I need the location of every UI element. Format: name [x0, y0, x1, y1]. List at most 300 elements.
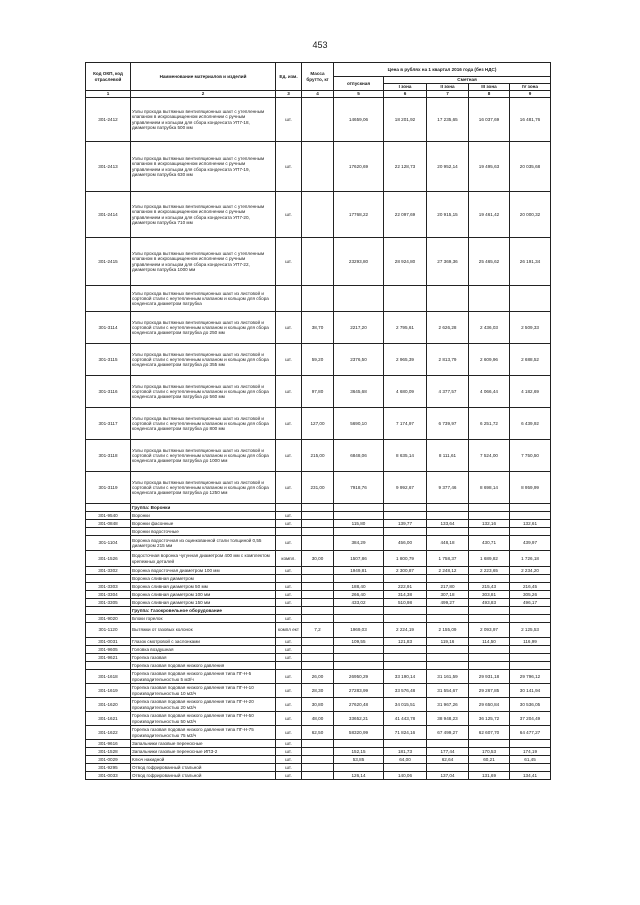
table-row — [86, 662, 551, 670]
cell-release: 266,40 — [334, 591, 384, 599]
header-zone-1: I зона — [384, 84, 427, 91]
cell-z3 — [469, 646, 510, 654]
cell-release: 53,85 — [334, 756, 384, 764]
cell-z1: 2 224,19 — [384, 623, 427, 638]
cell-z4: 174,19 — [510, 748, 551, 756]
cell-z1 — [384, 575, 427, 583]
cell-release — [334, 654, 384, 662]
cell-name: Группа: Газокровельное оборудование — [131, 607, 276, 615]
group-row — [86, 607, 551, 615]
cell-z1 — [384, 607, 427, 615]
table-row — [86, 142, 551, 192]
cell-z1: 8 635,14 — [384, 440, 427, 472]
header-release: отпускная — [334, 77, 384, 91]
cell-z4: 26 191,34 — [510, 238, 551, 286]
cell-release — [334, 512, 384, 520]
cell-unit: шт. — [276, 615, 302, 623]
cell-mass — [302, 615, 334, 623]
cell-z4: 2 509,33 — [510, 312, 551, 344]
cell-name: Узлы прохода вытяжных вентиляционных шахт из листовой и сортовой стали с неутепленным клапаном и кольцом для сбора конденсата диаметром патрубка до 800 мм — [131, 408, 276, 440]
cell-release: 17620,69 — [334, 142, 384, 192]
cell-z2: 38 948,23 — [427, 712, 469, 726]
cell-name: Горелка газовая — [131, 654, 276, 662]
cell-release: 14659,06 — [334, 98, 384, 142]
cell-unit: компл. — [276, 551, 302, 567]
cell-code: 301-0031 — [86, 638, 131, 646]
cell-mass — [302, 591, 334, 599]
cell-name: Узлы прохода вытяжных вентиляционных шахт из листовой и сортовой стали с неутепленным клапаном и кольцом для сбора конденсата диаметром патрубка до 1250 мм — [131, 472, 276, 504]
cell-mass: 231,00 — [302, 472, 334, 504]
cell-release — [334, 662, 384, 670]
cell-z3: 303,81 — [469, 591, 510, 599]
cell-z2: 9 377,46 — [427, 472, 469, 504]
table-row — [86, 698, 551, 712]
cell-mass — [302, 98, 334, 142]
cell-z1: 121,83 — [384, 638, 427, 646]
cell-name: Горелка газовая подовая низкого давления типа ПГ-Н-10 производительностью 10 м3/ч — [131, 684, 276, 698]
cell-release: 33652,21 — [334, 712, 384, 726]
cell-z4: 61,45 — [510, 756, 551, 764]
cell-z3: 36 125,72 — [469, 712, 510, 726]
cell-unit: компл ект — [276, 623, 302, 638]
cell-name: Запальники газовые переносные ИПЗ-2 — [131, 748, 276, 756]
header-estimate: Сметная — [384, 77, 551, 84]
cell-unit: шт. — [276, 599, 302, 607]
cell-release: 115,80 — [334, 520, 384, 528]
cell-mass: 28,30 — [302, 684, 334, 698]
cell-z3: 62 607,70 — [469, 726, 510, 740]
cell-z1 — [384, 528, 427, 536]
cell-z3: 215,43 — [469, 583, 510, 591]
cell-release — [334, 575, 384, 583]
column-index: 1 — [86, 91, 131, 98]
cell-unit: шт. — [276, 142, 302, 192]
cell-mass — [302, 607, 334, 615]
cell-z3: 131,69 — [469, 772, 510, 780]
cell-unit: шт. — [276, 740, 302, 748]
table-row — [86, 615, 551, 623]
cell-z1: 28 924,80 — [384, 238, 427, 286]
cell-z1: 22 097,69 — [384, 192, 427, 238]
table-row — [86, 312, 551, 344]
cell-release: 188,40 — [334, 583, 384, 591]
cell-z2: 8 111,61 — [427, 440, 469, 472]
cell-name: Узлы прохода вытяжных вентиляционных шахт из листовой и сортовой стали с неутепленным клапаном и кольцом для сбора конденсата диаметром патрубка до 250 мм — [131, 312, 276, 344]
cell-code: 301-3303 — [86, 583, 131, 591]
cell-name: Блоки горелок — [131, 615, 276, 623]
table-row — [86, 238, 551, 286]
cell-release: 1969,03 — [334, 623, 384, 638]
cell-z3: 132,16 — [469, 520, 510, 528]
cell-z2 — [427, 575, 469, 583]
cell-unit: шт. — [276, 440, 302, 472]
cell-z4: 216,45 — [510, 583, 551, 591]
cell-release: 2217,20 — [334, 312, 384, 344]
cell-unit — [276, 607, 302, 615]
cell-name: Узлы прохода вытяжных вентиляционных шахт из листовой и сортовой стали с неутепленным клапаном и кольцом для сбора конденсата диаметром патрубка до 1000 мм — [131, 440, 276, 472]
cell-z3 — [469, 740, 510, 748]
cell-z4: 30 536,05 — [510, 698, 551, 712]
cell-mass: 30,80 — [302, 698, 334, 712]
cell-release — [334, 607, 384, 615]
cell-release: 17768,22 — [334, 192, 384, 238]
column-index: 8 — [469, 91, 510, 98]
cell-name: Группа: Воронки — [131, 504, 276, 512]
cell-z1 — [384, 286, 427, 312]
cell-z1: 2 965,39 — [384, 344, 427, 376]
cell-mass — [302, 740, 334, 748]
cell-code: 301-2414 — [86, 192, 131, 238]
cell-z4: 2 125,53 — [510, 623, 551, 638]
header-unit: Ед. изм. — [276, 63, 302, 91]
cell-name: Горелка газовая подовая низкого давления типа ПГ-Н-50 производительностью 50 м3/ч — [131, 712, 276, 726]
column-index: 6 — [384, 91, 427, 98]
cell-name: Узлы прохода вытяжных вентиляционных шахт из листовой и сортовой стали с неутепленным клапаном и кольцом для сбора конденсата диаметром патрубка — [131, 286, 276, 312]
cell-code: 301-3114 — [86, 312, 131, 344]
cell-mass — [302, 662, 334, 670]
cell-code: 301-1618 — [86, 670, 131, 684]
column-index: 7 — [427, 91, 469, 98]
cell-mass — [302, 646, 334, 654]
cell-z2: 31 967,26 — [427, 698, 469, 712]
column-index: 4 — [302, 91, 334, 98]
cell-z3: 6 251,72 — [469, 408, 510, 440]
cell-z4 — [510, 740, 551, 748]
cell-name: Узлы прохода вытяжных вентиляционных шахт с утепленным клапаном в искрозащищенном исполнении с ручным управлением и кольцом для сбора конденсата УП7-18, диаметром патрубка 500 мм — [131, 98, 276, 142]
cell-z1 — [384, 646, 427, 654]
cell-mass: 215,00 — [302, 440, 334, 472]
cell-release: 1507,86 — [334, 551, 384, 567]
cell-z3: 8 698,14 — [469, 472, 510, 504]
cell-z2: 20 952,14 — [427, 142, 469, 192]
cell-unit: шт. — [276, 408, 302, 440]
cell-code: 301-3116 — [86, 376, 131, 408]
cell-unit: шт. — [276, 698, 302, 712]
cell-z1 — [384, 662, 427, 670]
cell-mass — [302, 567, 334, 575]
cell-z2: 4 377,57 — [427, 376, 469, 408]
column-index: 9 — [510, 91, 551, 98]
cell-z2: 17 235,65 — [427, 98, 469, 142]
cell-z3: 29 267,85 — [469, 684, 510, 698]
cell-name: Воронка водосточная из оцинкованной стали толщиной 0,55 диаметром 215 мм — [131, 536, 276, 551]
cell-z2: 62,64 — [427, 756, 469, 764]
cell-release: 58320,99 — [334, 726, 384, 740]
cell-z2: 2 813,79 — [427, 344, 469, 376]
cell-release: 2376,50 — [334, 344, 384, 376]
cell-mass: 59,20 — [302, 344, 334, 376]
cell-z3: 16 037,69 — [469, 98, 510, 142]
cell-z3: 2 609,96 — [469, 344, 510, 376]
cell-name: Горелка газовая подовая низкого давления типа ПГ-Н-20 производительностью 20 м3/ч — [131, 698, 276, 712]
cell-z3: 2 223,65 — [469, 567, 510, 575]
cell-z3: 60,21 — [469, 756, 510, 764]
cell-z4 — [510, 654, 551, 662]
cell-unit: шт. — [276, 748, 302, 756]
cell-z2: 499,27 — [427, 599, 469, 607]
cell-z4: 29 796,12 — [510, 670, 551, 684]
table-row — [86, 623, 551, 638]
cell-z1 — [384, 504, 427, 512]
cell-code: 301-0848 — [86, 520, 131, 528]
table-row — [86, 551, 551, 567]
cell-name: Ключ накидной — [131, 756, 276, 764]
cell-z3 — [469, 607, 510, 615]
cell-code: 301-0029 — [86, 756, 131, 764]
cell-z2: 67 499,27 — [427, 726, 469, 740]
cell-unit: шт. — [276, 312, 302, 344]
cell-unit: шт. — [276, 520, 302, 528]
cell-z1: 456,00 — [384, 536, 427, 551]
cell-name: Водосточная воронка чугунная диаметром 400 мм с комплектом крепежных деталей — [131, 551, 276, 567]
header-code: Код ОКП, код отраслевой — [86, 63, 131, 91]
cell-unit: шт. — [276, 583, 302, 591]
table-row — [86, 654, 551, 662]
column-index: 2 — [131, 91, 276, 98]
cell-z4 — [510, 615, 551, 623]
cell-mass — [302, 520, 334, 528]
table-body — [86, 98, 551, 780]
table-row — [86, 528, 551, 536]
cell-release: 126,14 — [334, 772, 384, 780]
cell-z3: 114,50 — [469, 638, 510, 646]
cell-mass — [302, 764, 334, 772]
cell-mass: 26,00 — [302, 670, 334, 684]
cell-release: 433,02 — [334, 599, 384, 607]
cell-unit: шт. — [276, 472, 302, 504]
table-row — [86, 764, 551, 772]
cell-release: 384,29 — [334, 536, 384, 551]
cell-z4: 20 000,32 — [510, 192, 551, 238]
table-row — [86, 575, 551, 583]
cell-unit: шт. — [276, 591, 302, 599]
cell-z2 — [427, 286, 469, 312]
table-row — [86, 748, 551, 756]
cell-z3 — [469, 512, 510, 520]
cell-z2 — [427, 654, 469, 662]
cell-release: 23293,80 — [334, 238, 384, 286]
cell-z2 — [427, 764, 469, 772]
cell-z2: 119,16 — [427, 638, 469, 646]
cell-code: 301-1622 — [86, 726, 131, 740]
table-row — [86, 536, 551, 551]
cell-release: 26950,29 — [334, 670, 384, 684]
cell-z4: 305,26 — [510, 591, 551, 599]
table-row — [86, 192, 551, 238]
cell-z3: 29 931,18 — [469, 670, 510, 684]
cell-release — [334, 740, 384, 748]
cell-code: 301-1526 — [86, 551, 131, 567]
cell-code: 301-9540 — [86, 512, 131, 520]
table-row — [86, 670, 551, 684]
cell-z4: 64 477,27 — [510, 726, 551, 740]
cell-mass — [302, 654, 334, 662]
cell-code: 301-2412 — [86, 98, 131, 142]
cell-code: 301-3304 — [86, 591, 131, 599]
cell-z1: 1 800,79 — [384, 551, 427, 567]
cell-code: 301-0033 — [86, 772, 131, 780]
cell-name: Воронки — [131, 512, 276, 520]
cell-unit — [276, 528, 302, 536]
table-row — [86, 740, 551, 748]
table-row — [86, 376, 551, 408]
cell-mass — [302, 504, 334, 512]
cell-z3: 4 066,44 — [469, 376, 510, 408]
cell-unit — [276, 662, 302, 670]
cell-name: Воронки водосточные — [131, 528, 276, 536]
cell-z3 — [469, 615, 510, 623]
table-row — [86, 440, 551, 472]
cell-z2: 31 161,59 — [427, 670, 469, 684]
cell-mass: 62,50 — [302, 726, 334, 740]
cell-z1: 7 174,97 — [384, 408, 427, 440]
cell-z1 — [384, 512, 427, 520]
cell-name: Воронки фасонные — [131, 520, 276, 528]
cell-unit: шт. — [276, 238, 302, 286]
cell-code: 301-3115 — [86, 344, 131, 376]
cell-name: Воронка сливная диаметром — [131, 575, 276, 583]
cell-name: Воронка сливная диаметром 50 мм — [131, 583, 276, 591]
cell-z2 — [427, 615, 469, 623]
cell-z4: 496,17 — [510, 599, 551, 607]
cell-code — [86, 662, 131, 670]
cell-code: 301-2415 — [86, 238, 131, 286]
cell-z2: 2 248,12 — [427, 567, 469, 575]
table-row — [86, 583, 551, 591]
table-row — [86, 638, 551, 646]
table-row — [86, 772, 551, 780]
cell-code: 301-9295 — [86, 764, 131, 772]
header-price-title: Цена в рублях на 1 квартал 2016 года (без НДС) — [334, 63, 551, 77]
cell-z3 — [469, 528, 510, 536]
cell-unit: шт. — [276, 98, 302, 142]
cell-name: Узлы прохода вытяжных вентиляционных шахт с утепленным клапаном в искрозащищенном исполнении с ручным управлением и кольцом для сбора конденсата УП7-20, диаметром патрубка 710 мм — [131, 192, 276, 238]
cell-code: 301-1104 — [86, 536, 131, 551]
cell-unit: шт. — [276, 712, 302, 726]
cell-z4: 132,61 — [510, 520, 551, 528]
cell-z2: 217,80 — [427, 583, 469, 591]
cell-z2 — [427, 607, 469, 615]
header-zone-2: II зона — [427, 84, 469, 91]
cell-z2: 2 155,09 — [427, 623, 469, 638]
cell-name: Горелка газовая подовая низкого давления типа ПГ-Н-5 производительностью 5 м3/ч — [131, 670, 276, 684]
header-zone-4: IV зона — [510, 84, 551, 91]
cell-code: 301-3305 — [86, 599, 131, 607]
cell-mass: 48,00 — [302, 712, 334, 726]
cell-z1 — [384, 740, 427, 748]
cell-z4: 439,97 — [510, 536, 551, 551]
cell-z3 — [469, 662, 510, 670]
cell-z3 — [469, 764, 510, 772]
cell-z3: 29 650,84 — [469, 698, 510, 712]
cell-name: Вытяжки от газовых колонок — [131, 623, 276, 638]
cell-mass — [302, 528, 334, 536]
cell-release: 5690,10 — [334, 408, 384, 440]
cell-z2: 448,18 — [427, 536, 469, 551]
cell-unit: шт. — [276, 684, 302, 698]
cell-z4: 7 750,50 — [510, 440, 551, 472]
cell-unit: шт. — [276, 512, 302, 520]
cell-mass: 127,00 — [302, 408, 334, 440]
cell-z3: 2 436,03 — [469, 312, 510, 344]
cell-unit: шт. — [276, 646, 302, 654]
cell-z4 — [510, 575, 551, 583]
cell-z3: 1 689,82 — [469, 551, 510, 567]
cell-z1: 314,38 — [384, 591, 427, 599]
cell-z4 — [510, 528, 551, 536]
table-row — [86, 684, 551, 698]
cell-code — [86, 504, 131, 512]
cell-code — [86, 286, 131, 312]
cell-mass — [302, 286, 334, 312]
table-row — [86, 599, 551, 607]
cell-z1: 18 201,92 — [384, 98, 427, 142]
cell-z1: 33 576,48 — [384, 684, 427, 698]
cell-z1: 64,00 — [384, 756, 427, 764]
cell-z4: 116,99 — [510, 638, 551, 646]
table-row — [86, 756, 551, 764]
cell-mass: 38,70 — [302, 312, 334, 344]
group-row — [86, 504, 551, 512]
cell-unit: шт. — [276, 567, 302, 575]
cell-z3: 7 524,00 — [469, 440, 510, 472]
cell-z3 — [469, 654, 510, 662]
cell-z2: 1 758,37 — [427, 551, 469, 567]
cell-name: Узлы прохода вытяжных вентиляционных шахт с утепленным клапаном в искрозащищенном исполнении с ручным управлением и кольцом для сбора конденсата УП7-22, диаметром патрубка 1000 мм — [131, 238, 276, 286]
cell-code: 301-1621 — [86, 712, 131, 726]
cell-z2: 31 554,67 — [427, 684, 469, 698]
cell-z4: 30 141,94 — [510, 684, 551, 698]
cell-mass — [302, 512, 334, 520]
cell-z1 — [384, 654, 427, 662]
cell-release: 7918,76 — [334, 472, 384, 504]
cell-mass: 30,00 — [302, 551, 334, 567]
cell-code: 301-9621 — [86, 654, 131, 662]
cell-mass — [302, 238, 334, 286]
cell-z3: 493,83 — [469, 599, 510, 607]
cell-z1: 2 300,87 — [384, 567, 427, 575]
cell-code: 301-3118 — [86, 440, 131, 472]
cell-z4: 1 726,18 — [510, 551, 551, 567]
cell-name: Отвод гофрированный стальной — [131, 764, 276, 772]
table-row — [86, 98, 551, 142]
cell-z3: 2 093,97 — [469, 623, 510, 638]
table-row — [86, 520, 551, 528]
cell-z1 — [384, 615, 427, 623]
cell-unit: шт. — [276, 344, 302, 376]
cell-code — [86, 528, 131, 536]
cell-unit: шт. — [276, 764, 302, 772]
price-table — [85, 62, 551, 780]
cell-z2: 2 626,28 — [427, 312, 469, 344]
cell-mass: 97,80 — [302, 376, 334, 408]
cell-name: Воронка сливная диаметром 150 мм — [131, 599, 276, 607]
cell-unit: шт. — [276, 726, 302, 740]
cell-z3: 25 465,62 — [469, 238, 510, 286]
cell-code: 301-3302 — [86, 567, 131, 575]
cell-z2: 177,44 — [427, 748, 469, 756]
cell-code: 301-1620 — [86, 698, 131, 712]
cell-z3 — [469, 575, 510, 583]
cell-z2 — [427, 646, 469, 654]
cell-release — [334, 504, 384, 512]
cell-release: 6848,06 — [334, 440, 384, 472]
cell-release: 27620,48 — [334, 698, 384, 712]
cell-release: 152,15 — [334, 748, 384, 756]
cell-unit: шт. — [276, 772, 302, 780]
cell-release: 1949,81 — [334, 567, 384, 575]
cell-unit: шт. — [276, 638, 302, 646]
